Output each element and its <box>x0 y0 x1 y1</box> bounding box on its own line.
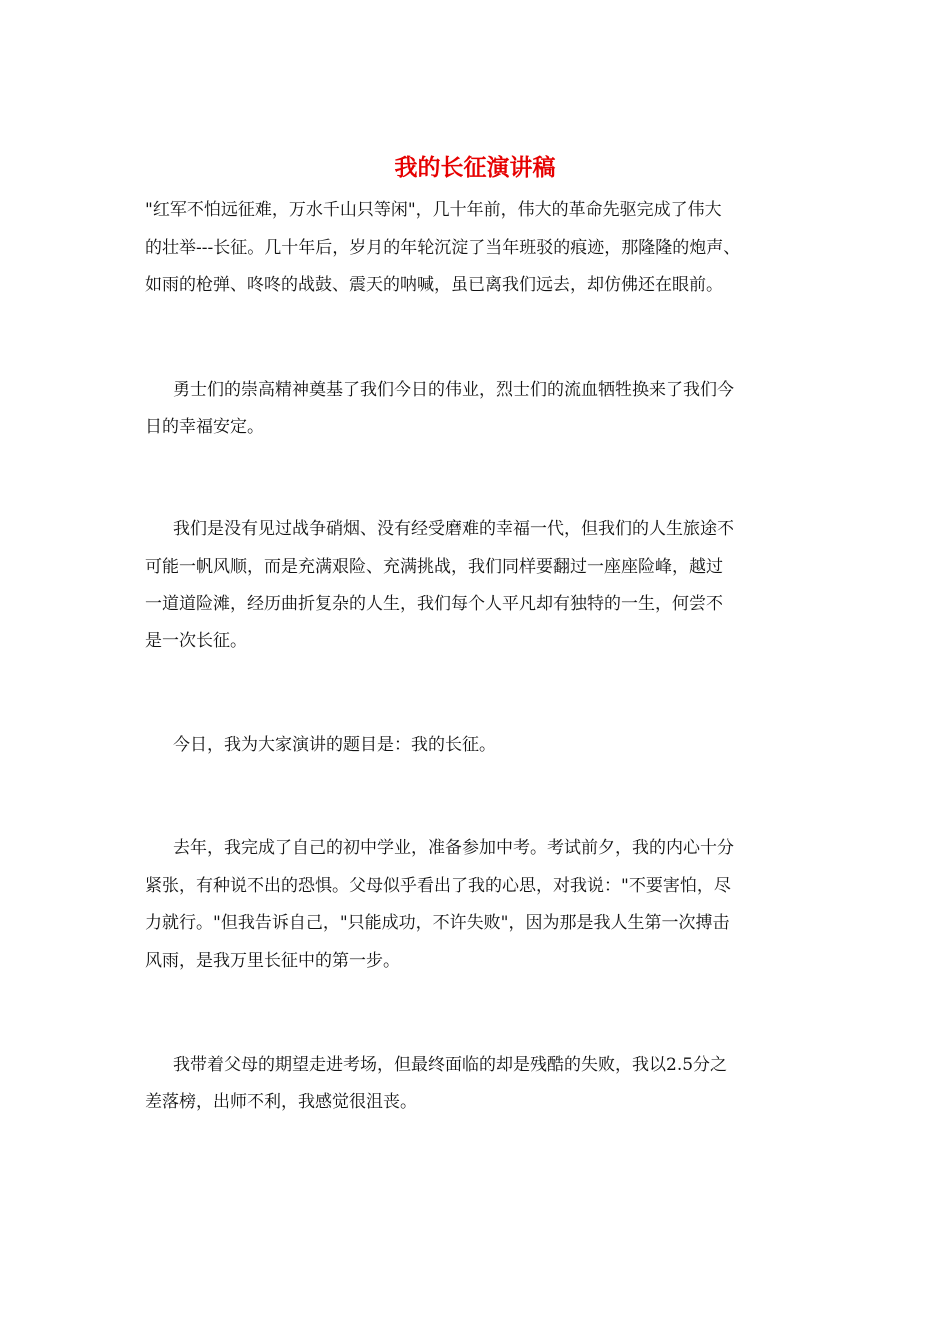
document-title: 我的长征演讲稿 <box>394 154 556 181</box>
paragraph-line: 勇士们的崇高精神奠基了我们今日的伟业，烈士们的流血牺牲换来了我们今 <box>173 380 734 400</box>
paragraph-line: 我带着父母的期望走进考场，但最终面临的却是残酷的失败，我以2.5分之 <box>173 1055 728 1075</box>
paragraph-line: "红军不怕远征难，万水千山只等闲"，几十年前，伟大的革命先驱完成了伟大 <box>145 200 722 220</box>
paragraph-line: 风雨，是我万里长征中的第一步。 <box>145 951 400 971</box>
paragraph-line: 我们是没有见过战争硝烟、没有经受磨难的幸福一代，但我们的人生旅途不 <box>173 519 734 539</box>
paragraph-line: 一道道险滩，经历曲折复杂的人生，我们每个人平凡却有独特的一生，何尝不 <box>145 594 723 614</box>
paragraph-line: 紧张，有种说不出的恐惧。父母似乎看出了我的心思，对我说："不要害怕，尽 <box>145 876 731 896</box>
paragraph-line: 是一次长征。 <box>145 631 247 651</box>
paragraph-line: 力就行。"但我告诉自己，"只能成功，不许失败"，因为那是我人生第一次搏击 <box>145 913 730 933</box>
paragraph-line: 今日，我为大家演讲的题目是：我的长征。 <box>173 735 496 755</box>
paragraph-line: 差落榜，出师不利，我感觉很沮丧。 <box>145 1092 417 1112</box>
paragraph-line: 的壮举---长征。几十年后，岁月的年轮沉淀了当年班驳的痕迹，那隆隆的炮声、 <box>145 238 741 258</box>
paragraph-line: 日的幸福安定。 <box>145 417 264 437</box>
paragraph-line: 如雨的枪弹、咚咚的战鼓、震天的呐喊，虽已离我们远去，却仿佛还在眼前。 <box>145 275 723 295</box>
paragraph-line: 可能一帆风顺，而是充满艰险、充满挑战，我们同样要翻过一座座险峰，越过 <box>145 557 723 577</box>
paragraph-line: 去年，我完成了自己的初中学业，准备参加中考。考试前夕，我的内心十分 <box>173 838 734 858</box>
